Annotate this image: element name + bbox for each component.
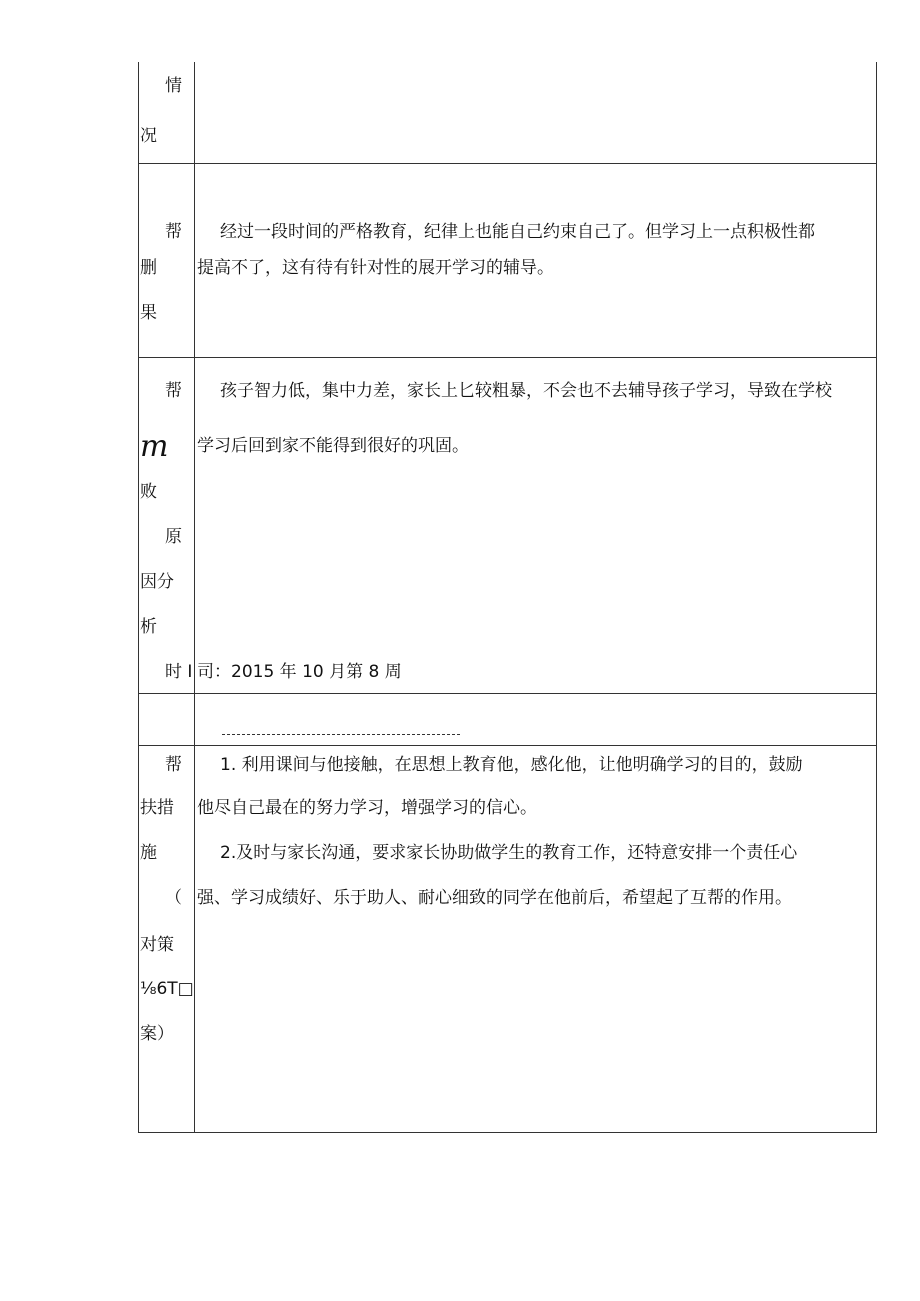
content-line: 强、学习成绩好、乐于助人、耐心细致的同学在他前后，希望起了互帮的作用。 xyxy=(197,888,792,908)
label-char: 析 xyxy=(140,617,157,637)
table-bottom-border xyxy=(138,1132,877,1133)
content-line: 孩子智力低，集中力差，家长上匕较粗暴，不会也不去辅导孩子学习，导致在学校 xyxy=(220,381,832,401)
content-line: 他尽自己最在的努力学习，增强学习的信心。 xyxy=(197,798,537,818)
label-char: 删 xyxy=(140,258,157,278)
label-char: 果 xyxy=(140,303,157,323)
label-char: 帮 xyxy=(165,755,182,775)
content-line: 1. 利用课间与他接触，在思想上教育他，感化他，让他明确学习的目的，鼓励 xyxy=(220,755,803,775)
content-line: 学习后回到家不能得到很好的巩固。 xyxy=(197,436,469,456)
label-char: 情 xyxy=(165,76,182,96)
row-divider-1 xyxy=(138,163,877,164)
content-line: 提高不了，这有待有针对性的展开学习的辅导。 xyxy=(197,258,554,278)
label-char: 施 xyxy=(140,843,157,863)
label-char: 因分 xyxy=(140,572,174,592)
label-char: （ xyxy=(165,888,182,908)
content-line: 经过一段时间的严格教育，纪律上也能自己约束自己了。但学习上一点积极性都 xyxy=(220,222,815,242)
label-char: 帮 xyxy=(165,222,182,242)
dashed-rule xyxy=(222,734,460,735)
table-column-divider xyxy=(194,62,195,1133)
table-left-border xyxy=(138,62,139,1133)
row-divider-4 xyxy=(138,745,877,746)
label-char: 况 xyxy=(140,126,157,146)
label-char: 败 xyxy=(140,482,157,502)
label-char: 扶措 xyxy=(140,798,174,818)
label-char: 对策 xyxy=(140,935,174,955)
label-char: m xyxy=(140,429,169,464)
table-right-border xyxy=(876,62,877,1133)
content-line: 2.及时与家长沟通，要求家长协助做学生的教育工作，还特意安排一个责任心 xyxy=(220,843,798,863)
label-char: 原 xyxy=(165,527,182,547)
label-char: 案） xyxy=(140,1024,174,1044)
time-value: 司：2015 年 10 月第 8 周 xyxy=(197,662,402,682)
row-divider-2 xyxy=(138,357,877,358)
label-char: ⅛6T□ xyxy=(140,979,194,999)
time-label: 时 I xyxy=(165,662,193,682)
row-divider-3 xyxy=(138,693,877,694)
label-char: 帮 xyxy=(165,381,182,401)
